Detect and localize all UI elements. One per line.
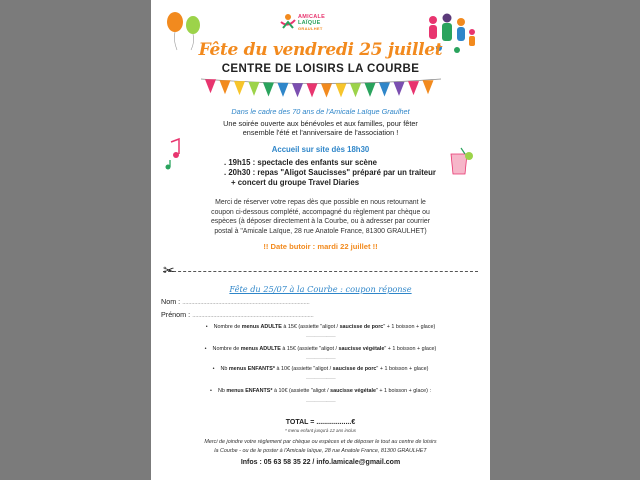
logo-line-3: GRAULHET [298, 26, 323, 31]
footer-line-1: Merci de joindre votre règlement par chèque ou espèces et de déposer le tout au centre de loisirs [204, 439, 437, 445]
event-title: Fête du vendredi 25 juillet [198, 40, 443, 60]
bunting-flag [234, 81, 245, 95]
program-item-1: . 19h15 : spectacle des enfants sur scène [224, 158, 377, 167]
bunting-flag [336, 83, 347, 97]
intro-line-1: Une soirée ouverte aux bénévoles et aux familles, pour fêter [223, 119, 418, 128]
logo-line-2: LAÏQUE [298, 20, 321, 26]
bunting-flag [365, 83, 376, 97]
bunting-flag [263, 82, 274, 96]
prenom-field[interactable] [161, 310, 313, 319]
menu-item-4: • Nb menus ENFANTS* à 10€ (assiette "aligot / saucisse végétale" + 1 boisson + glace) : [210, 388, 431, 394]
footer-instructions [177, 438, 464, 455]
bunting-flag [220, 80, 231, 94]
menu-item-3-answer[interactable]: .............................. [305, 375, 336, 381]
logo-line-1: AMICALE [298, 14, 326, 20]
accueil-time: Accueil sur site dès 18h30 [271, 145, 370, 154]
menu-item-2-answer[interactable]: .............................. [305, 355, 336, 361]
occasion-text: Dans le cadre des 70 ans de l'Amicale Laïque Graulhet [231, 107, 410, 116]
scissors-icon: ✂ [163, 262, 175, 278]
bunting-flag [292, 83, 303, 97]
music-notes-icon [165, 136, 189, 170]
amicale-logo-text [298, 14, 325, 32]
bunting-flag [249, 82, 260, 96]
reservation-line-2: coupon ci-dessous complété, accompagné du règlement par chèque ou [211, 208, 430, 216]
bunting-flag [350, 83, 361, 97]
bunting-flag [394, 82, 405, 96]
prenom-label: Prénom : [161, 310, 191, 319]
prenom-dots: ................................................................................. [192, 310, 314, 319]
nom-field[interactable] [161, 297, 309, 306]
intro-text [151, 119, 490, 137]
reservation-text [171, 198, 470, 236]
coupon-title: Fête du 25/07 à la Courbe : coupon réponse [229, 284, 412, 294]
bunting-flag [423, 80, 434, 94]
drink-glass-icon [445, 146, 477, 178]
menu-item-4-answer[interactable]: .............................. [305, 398, 336, 404]
footer-line-2: la Courbe - ou de le poster à l'Amicale laïque, 28 rue Anatole France, 81300 GRAULHET [214, 447, 427, 454]
reservation-line-3: espèces (à déposer directement à la Courbe, ou à adresser par courrier [210, 218, 431, 225]
bunting-flag [307, 83, 318, 97]
reservation-line-1: Merci de réserver votre repas dès que possible en nous retournant le [215, 199, 426, 206]
bunting-flag [321, 84, 332, 98]
bunting-flag [408, 81, 419, 95]
reservation-line-4: postal à "Amicale Laïque, 28 rue Anatole France, 81300 GRAULHET) [214, 227, 427, 235]
venue-title: CENTRE DE LOISIRS LA COURBE [221, 63, 420, 75]
cut-line [163, 271, 478, 272]
amicale-logo-icon [279, 12, 297, 30]
menu-item-3: • Nb menus ENFANTS* à 10€ (assiette "aligot / saucisse de porc" + 1 boisson + glace) [212, 366, 429, 372]
nom-dots: ..................................................................................... [182, 297, 310, 306]
deadline-text: !! Date butoir : mardi 22 juillet !! [263, 242, 378, 251]
contact-infos: Infos : 05 63 58 35 22 / info.lamicale@gmail.com [240, 459, 401, 466]
flyer-page [151, 0, 490, 480]
intro-line-2: ensemble l'été et l'anniversaire de l'association ! [242, 128, 399, 137]
program-item-3: + concert du groupe Travel Diaries [231, 178, 360, 187]
total-field[interactable]: TOTAL = ..................€ [285, 419, 356, 426]
menu-item-1-answer[interactable]: .............................. [305, 333, 336, 339]
nom-label: Nom : [161, 297, 181, 306]
bunting-flags-icon [201, 76, 441, 104]
child-menu-note: * menu enfant jusqu'à 12 ans inclus [285, 428, 356, 433]
menu-item-2: • Nombre de menus ADULTE à 15€ (assiette "aligot / saucisse végétale" + 1 boisson + glace) [204, 346, 437, 352]
bunting-flag [379, 82, 390, 96]
menu-item-1: • Nombre de menus ADULTE à 15€ (assiette "aligot / saucisse de porc" + 1 boisson + glace) [205, 324, 436, 330]
bunting-flag [278, 83, 289, 97]
program-item-2: . 20h30 : repas "Aligot Saucisses" préparé par un traiteur [224, 168, 436, 177]
bunting-flag [205, 79, 216, 93]
